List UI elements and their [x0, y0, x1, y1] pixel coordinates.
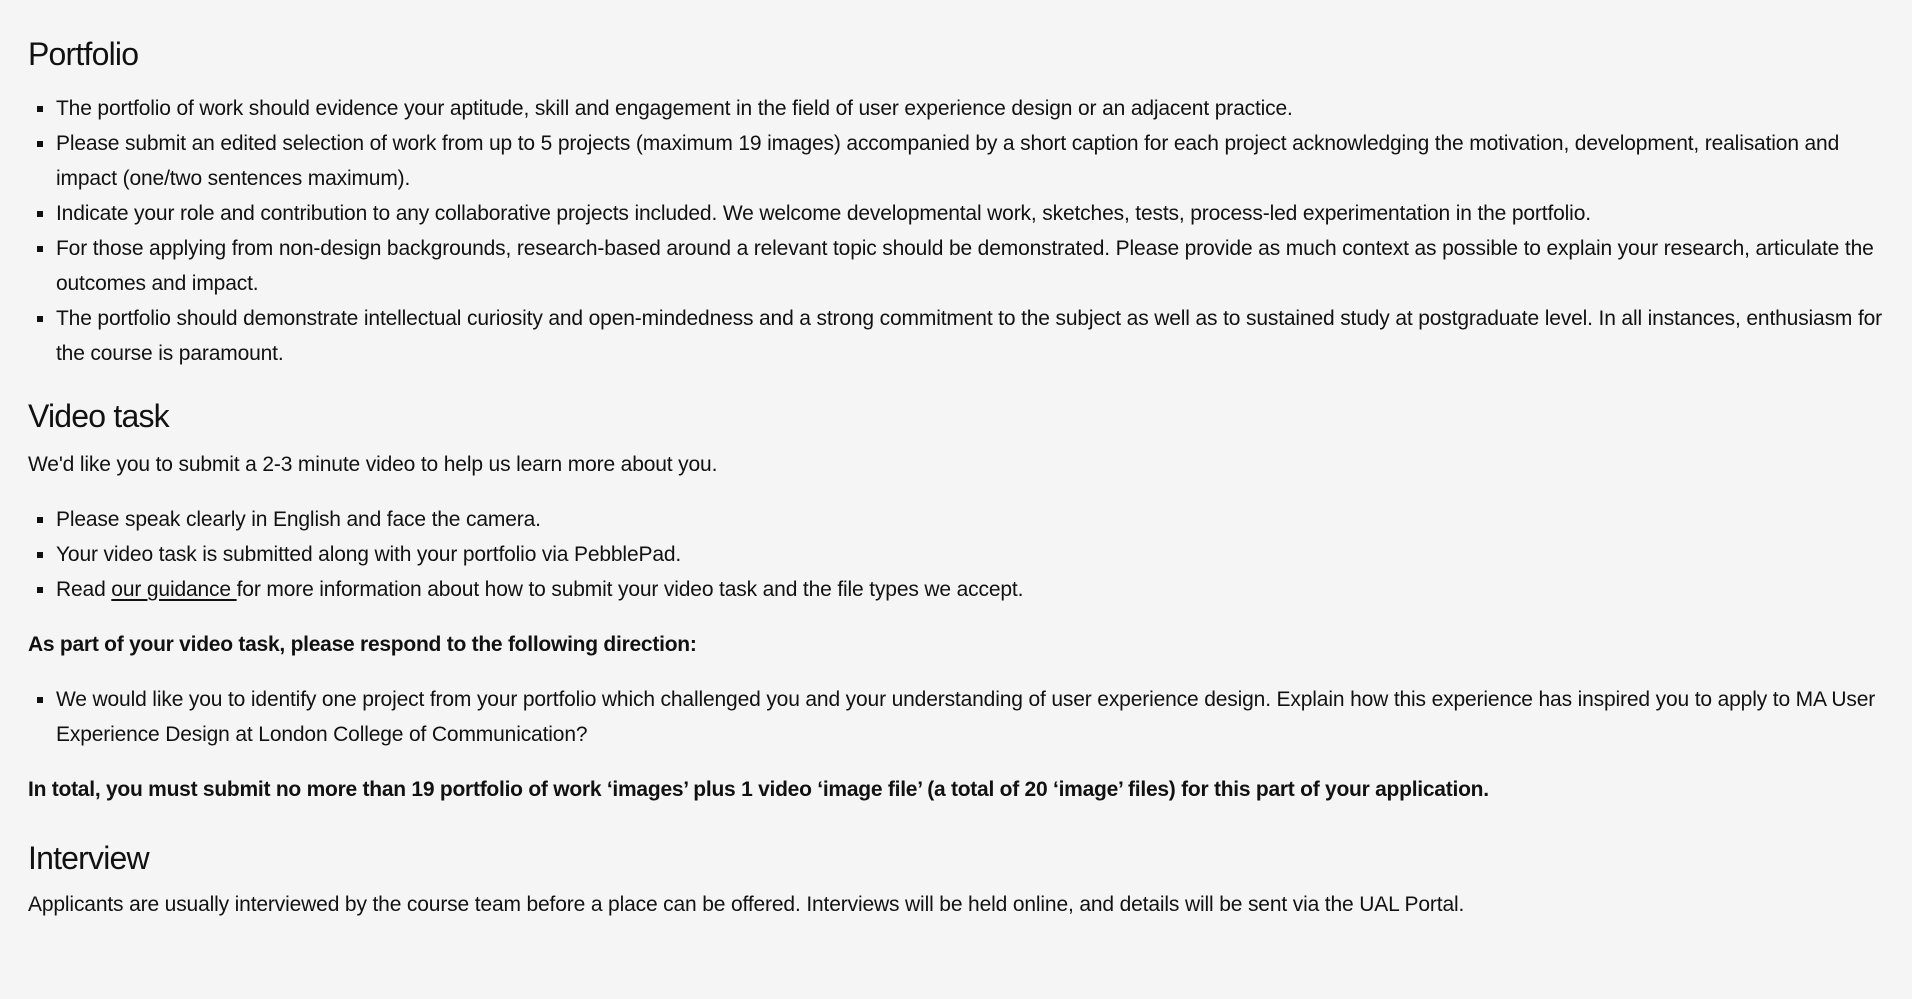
square-bullet-icon: [37, 246, 43, 252]
interview-heading: Interview: [28, 840, 149, 876]
portfolio-list: [28, 91, 1888, 371]
list-item: [28, 301, 1888, 371]
square-bullet-icon: [37, 211, 43, 217]
list-item: [28, 537, 1888, 572]
list-item: [28, 682, 1888, 752]
square-bullet-icon: [37, 587, 43, 593]
video-direction-label: As part of your video task, please respond to the following direction:: [28, 633, 697, 656]
square-bullet-icon: [37, 552, 43, 558]
square-bullet-icon: [37, 316, 43, 322]
list-item-text: The portfolio of work should evidence your aptitude, skill and engagement in the field of user experience design or an adjacent practice.: [56, 97, 1293, 120]
square-bullet-icon: [37, 106, 43, 112]
interview-text: Applicants are usually interviewed by the course team before a place can be offered. Interviews will be held online, and details will be sent via the UAL Portal.: [28, 893, 1465, 916]
list-item-text: Indicate your role and contribution to any collaborative projects included. We welcome developmental work, sketches, tests, process-led experimentation in the portfolio.: [56, 202, 1591, 225]
list-item-text: Your video task is submitted along with your portfolio via PebblePad.: [56, 543, 682, 566]
square-bullet-icon: [37, 517, 43, 523]
guidance-suffix: for more information about how to submit your video task and the file types we accept.: [236, 578, 1024, 601]
guidance-prefix: Read: [56, 578, 112, 601]
video-task-heading: Video task: [28, 398, 169, 434]
video-task-section: [28, 396, 1888, 807]
list-item: [28, 91, 1888, 126]
video-task-intro: We'd like you to submit a 2-3 minute video to help us learn more about you.: [28, 453, 718, 476]
list-item-text: For those applying from non-design backgrounds, research-based around a relevant topic should be demonstrated. Please provide as much context as possible to explain your research, articulate the outcomes and impact.: [56, 237, 1874, 295]
square-bullet-icon: [37, 141, 43, 147]
list-item-text: The portfolio should demonstrate intellectual curiosity and open-mindedness and a strong commitment to the subject as well as to sustained study at postgraduate level. In all instances, enthusiasm for the course is paramount.: [56, 307, 1883, 365]
list-item: [28, 126, 1888, 196]
list-item-text: Please submit an edited selection of work from up to 5 projects (maximum 19 images) accompanied by a short caption for each project acknowledging the motivation, development, realisation and impact (one/two sentences maximum).: [56, 132, 1840, 190]
video-task-list: [28, 502, 1888, 607]
list-item: [28, 231, 1888, 301]
list-item: [28, 196, 1888, 231]
square-bullet-icon: [37, 697, 43, 703]
portfolio-section: [28, 34, 1888, 371]
our-guidance-link[interactable]: our guidance: [111, 578, 237, 601]
portfolio-heading: Portfolio: [28, 36, 139, 72]
list-item: [28, 502, 1888, 537]
interview-section: [28, 838, 1888, 922]
submission-total-note: In total, you must submit no more than 19 portfolio of work ‘images’ plus 1 video ‘image file’ (a total of 20 ‘image’ files) for this part of your application.: [28, 778, 1489, 801]
list-item-text: Please speak clearly in English and face the camera.: [56, 508, 541, 531]
video-direction-list: [28, 682, 1888, 752]
list-item-text: We would like you to identify one project from your portfolio which challenged you and your understanding of user experience design. Explain how this experience has inspired you to apply to MA User Experience Design at London College of Communication?: [56, 688, 1876, 746]
list-item: [28, 572, 1888, 607]
